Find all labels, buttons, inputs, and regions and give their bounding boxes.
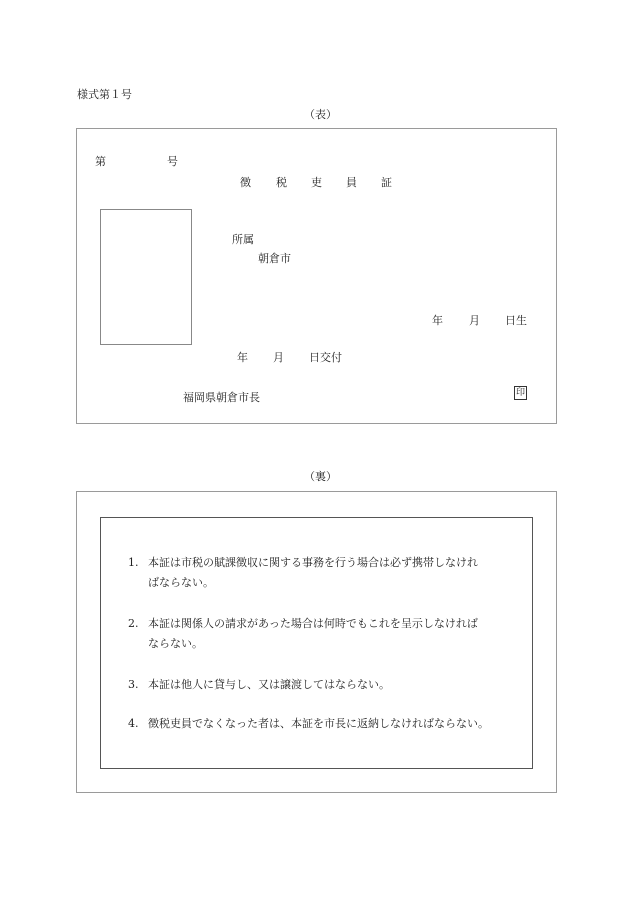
photo-placeholder: [100, 209, 192, 345]
notice-number: 1.: [128, 556, 139, 569]
back-side-label: （裏）: [304, 470, 337, 483]
issue-day: 日交付: [309, 351, 342, 364]
notice-line: 本証は市税の賦課徴収に関する事務を行う場合は必ず携帯しなけれ: [148, 556, 478, 569]
form-number: 様式第１号: [77, 88, 132, 101]
issue-month: 月: [273, 351, 284, 364]
notice-item: [128, 614, 518, 654]
notice-item: [128, 553, 518, 593]
number-prefix: 第: [95, 155, 106, 168]
number-suffix: 号: [167, 155, 178, 168]
front-side-label: （表）: [304, 108, 337, 121]
notice-line: ばならない。: [148, 576, 214, 589]
notice-text: [148, 714, 518, 734]
affiliation-label: 所属: [232, 233, 254, 246]
notice-text: [148, 675, 518, 695]
notice-line: ならない。: [148, 637, 203, 650]
notice-item: [128, 714, 518, 734]
affiliation-value: 朝倉市: [258, 252, 291, 265]
title-char: 証: [381, 176, 392, 189]
issue-year: 年: [237, 351, 248, 364]
notice-number: 4.: [128, 717, 139, 730]
notice-line: 徴税吏員でなくなった者は、本証を市長に返納しなければならない。: [148, 717, 489, 730]
notice-text: [148, 553, 518, 593]
birth-year: 年: [432, 314, 443, 327]
seal-mark: 印: [515, 388, 525, 398]
notice-number: 3.: [128, 678, 139, 691]
notice-line: 本証は他人に貸与し、又は譲渡してはならない。: [148, 678, 390, 691]
notice-item: [128, 675, 518, 695]
notice-text: [148, 614, 518, 654]
birth-month: 月: [469, 314, 480, 327]
notice-line: 本証は関係人の請求があった場合は何時でもこれを呈示しなければ: [148, 617, 478, 630]
title-char: 員: [346, 176, 357, 189]
issuer-name: 福岡県朝倉市長: [183, 391, 260, 404]
title-char: 税: [276, 176, 287, 189]
birth-day: 日生: [505, 314, 527, 327]
notice-number: 2.: [128, 617, 139, 630]
title-char: 吏: [311, 176, 322, 189]
title-char: 徴: [240, 176, 251, 189]
